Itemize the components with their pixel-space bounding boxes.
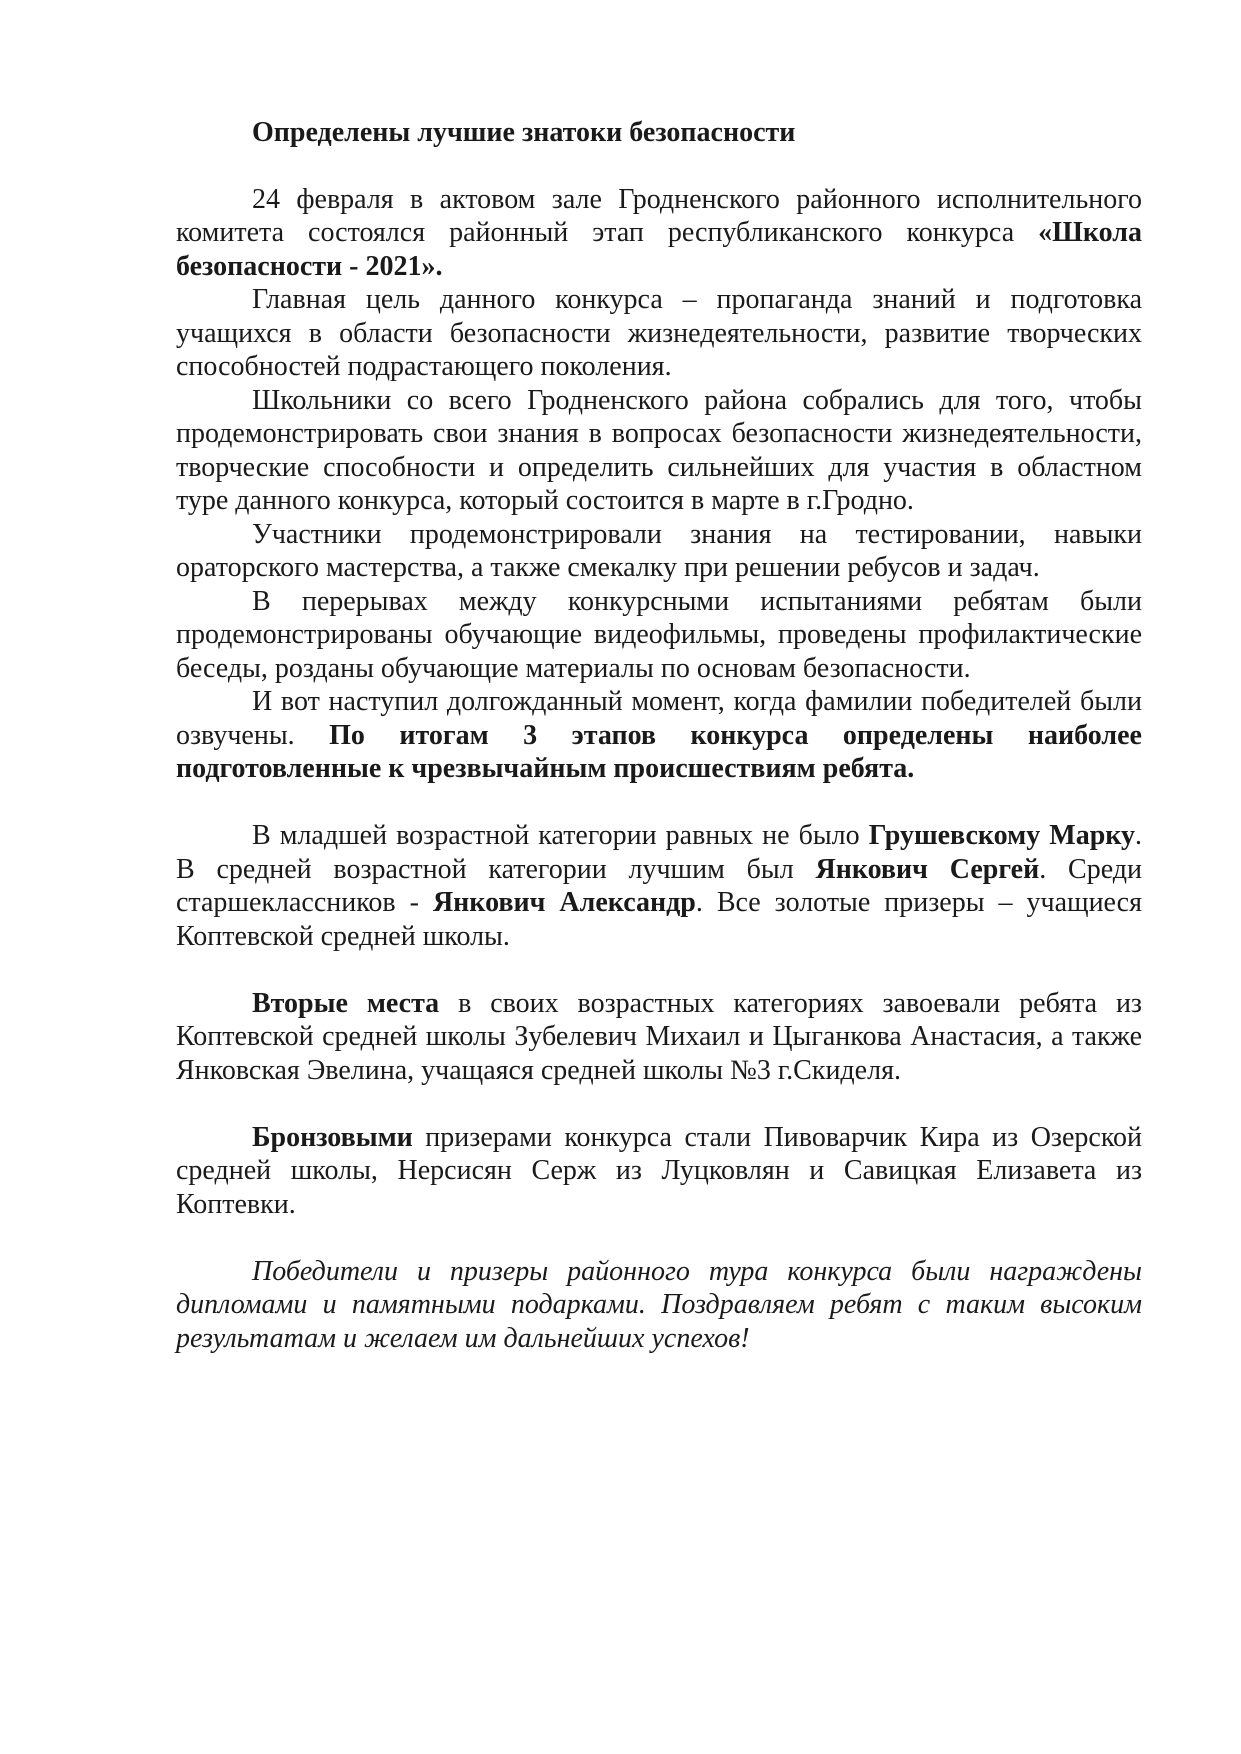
article-title: Определены лучшие знатоки безопасности: [252, 117, 796, 148]
spacer: [176, 1221, 1142, 1255]
gold-text-4: . Все золотые призеры – учащиеся Коптевской средней школы.: [176, 887, 1142, 952]
paragraph-intro-text: 24 февраля в актовом зале Гродненского районного исполнительного комитета состоялся районный этап республиканского конкурса: [176, 183, 1142, 248]
paragraph-breaks: В перерывах между конкурсными испытаниями ребятам были продемонстрированы обучающие видеофильмы, проведены профилактические беседы, розданы обучающие материалы по основам безопасности.: [176, 585, 1142, 684]
paragraph-tasks: Участники продемонстрировали знания на тестировании, навыки ораторского мастерства, а также смекалку при решении ребусов и задач.: [176, 518, 1142, 583]
paragraph-second-places: [176, 987, 1142, 1088]
article-body: [176, 116, 1142, 1355]
winner-middle: Янкович Сергей: [815, 853, 1040, 885]
paragraph-bronze: [176, 1121, 1142, 1222]
paragraph-closing: Победители и призеры районного тура конкурса были награждены дипломами и памятными подарками. Поздравляем ребят с таким высоким результатам и желаем им дальнейших успехов!: [176, 1255, 1142, 1354]
paragraph-gold-winners: [176, 819, 1142, 953]
spacer: [176, 786, 1142, 820]
gold-text-2: . В средней возрастной категории лучшим был: [176, 820, 1143, 885]
second-places-text: в своих возрастных категориях завоевали ребята из Коптевской средней школы Зубелевич Михаил и Цыганкова Анастасия, а также Янковская Эвелина, учащаяся средней школы №3 г.Скиделя.: [176, 987, 1142, 1086]
winner-junior: Грушевскому Марку: [868, 820, 1136, 851]
contest-name: «Школа безопасности - 2021».: [176, 217, 1142, 282]
paragraph-results-bold: По итогам 3 этапов конкурса определены наиболее подготовленные к чрезвычайным происшествиям ребята.: [176, 719, 1142, 784]
second-places-label: Вторые места: [252, 987, 440, 1019]
winner-senior: Янкович Александр: [432, 887, 696, 918]
paragraph-intro: [176, 183, 1142, 284]
paragraph-goal: Главная цель данного конкурса – пропаганда знаний и подготовка учащихся в области безопасности жизнедеятельности, развитие творческих способностей подрастающего поколения.: [176, 284, 1142, 382]
spacer: [176, 1087, 1142, 1121]
paragraph-results: [176, 685, 1142, 786]
spacer: [176, 953, 1142, 987]
paragraph-results-text: И вот наступил долгожданный момент, когда фамилии победителей были озвучены.: [176, 686, 1142, 751]
gold-text-3: . Среди старшеклассников -: [176, 853, 1143, 918]
bronze-label: Бронзовыми: [252, 1121, 413, 1153]
gold-text-1: В младшей возрастной категории равных не было: [252, 820, 869, 851]
bronze-text: призерами конкурса стали Пивоварчик Кира из Озерской средней школы, Нерсисян Серж из Луцковлян и Савицкая Елизавета из Коптевки.: [176, 1121, 1142, 1220]
paragraph-participants: Школьники со всего Гродненского района собрались для того, чтобы продемонстрировать свои знания в вопросах безопасности жизнедеятельности, творческие способности и определить сильнейших для участия в областном туре данного конкурса, который состоится в марте в г.Гродно.: [176, 384, 1142, 516]
